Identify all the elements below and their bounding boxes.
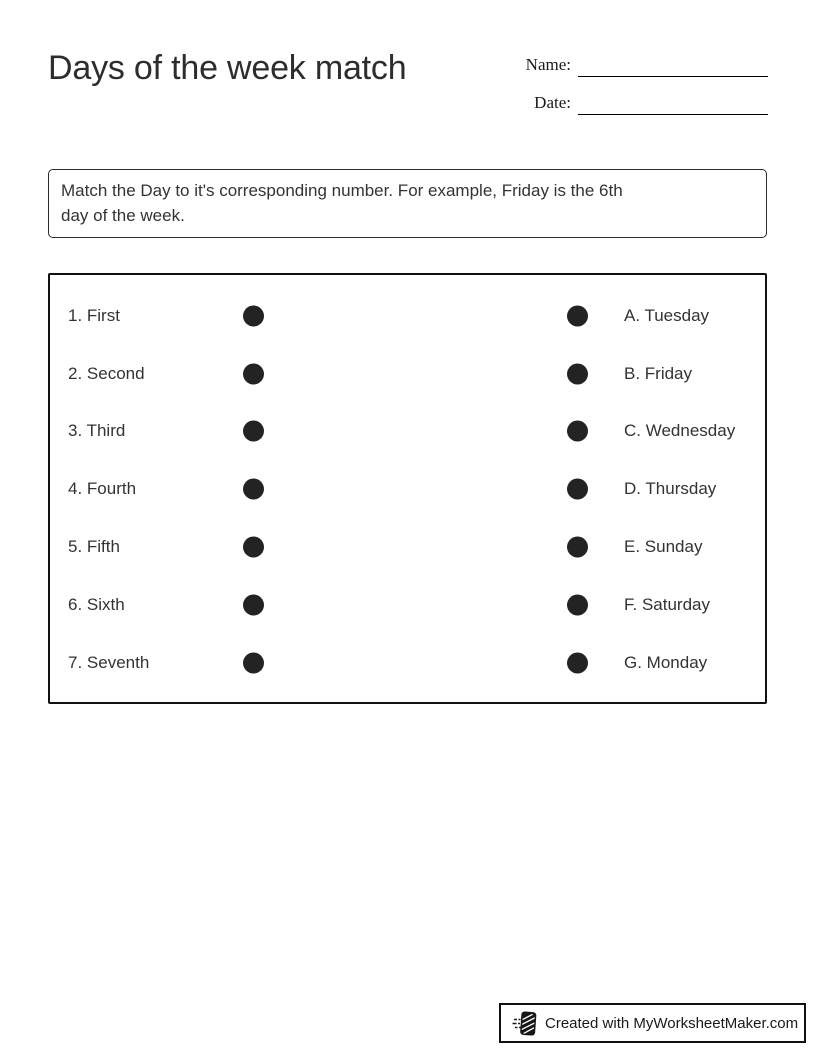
match-dot-right-2[interactable] <box>567 363 588 384</box>
match-dot-right-5[interactable] <box>567 537 588 558</box>
left-item-label: 4. Fourth <box>68 479 137 499</box>
left-item-label: 5. Fifth <box>68 537 120 557</box>
left-item-label: 6. Sixth <box>68 594 125 614</box>
instructions-line-2: day of the week. <box>61 205 185 225</box>
match-dot-right-4[interactable] <box>567 479 588 500</box>
match-dot-right-1[interactable] <box>567 305 588 326</box>
right-item-label: C. Wednesday <box>624 421 736 441</box>
right-item-label: D. Thursday <box>624 479 717 499</box>
match-dot-left-1[interactable] <box>243 305 264 326</box>
name-write-line <box>578 52 768 77</box>
match-dot-right-6[interactable] <box>567 594 588 615</box>
name-row <box>519 52 768 77</box>
left-item-label: 7. Seventh <box>68 652 150 672</box>
matching-exercise-box <box>48 273 767 704</box>
date-label: Date: <box>534 93 571 112</box>
match-dot-right-7[interactable] <box>567 652 588 673</box>
right-item-label: A. Tuesday <box>624 305 710 325</box>
instructions-box <box>48 169 767 238</box>
match-row-4 <box>50 460 765 518</box>
match-row-6 <box>50 576 765 634</box>
match-dot-left-4[interactable] <box>243 479 264 500</box>
name-date-block <box>519 52 768 128</box>
match-row-1 <box>50 287 765 345</box>
right-item-label: E. Sunday <box>624 537 703 557</box>
match-dot-left-2[interactable] <box>243 363 264 384</box>
left-item-label: 2. Second <box>68 363 145 383</box>
match-dot-right-3[interactable] <box>567 421 588 442</box>
right-item-label: B. Friday <box>624 363 693 383</box>
match-dot-left-6[interactable] <box>243 594 264 615</box>
page-title: Days of the week match <box>48 49 407 87</box>
instructions-line-1: Match the Day to it's corresponding number. For example, Friday is the 6th <box>61 181 623 200</box>
right-item-label: F. Saturday <box>624 594 710 614</box>
match-row-5 <box>50 518 765 576</box>
myworksheetmaker-logo-icon <box>512 1010 537 1037</box>
match-dot-left-5[interactable] <box>243 537 264 558</box>
date-row <box>519 90 768 115</box>
footer-credit-badge <box>499 1003 806 1043</box>
match-dot-left-3[interactable] <box>243 421 264 442</box>
name-label: Name: <box>525 55 571 74</box>
match-row-7 <box>50 634 765 692</box>
match-dot-left-7[interactable] <box>243 652 264 673</box>
date-write-line <box>578 90 768 115</box>
match-row-3 <box>50 403 765 461</box>
left-item-label: 3. Third <box>68 421 126 441</box>
left-item-label: 1. First <box>68 305 120 325</box>
footer-credit-text: Created with MyWorksheetMaker.com <box>545 1014 799 1032</box>
right-item-label: G. Monday <box>624 652 708 672</box>
match-row-2 <box>50 345 765 403</box>
